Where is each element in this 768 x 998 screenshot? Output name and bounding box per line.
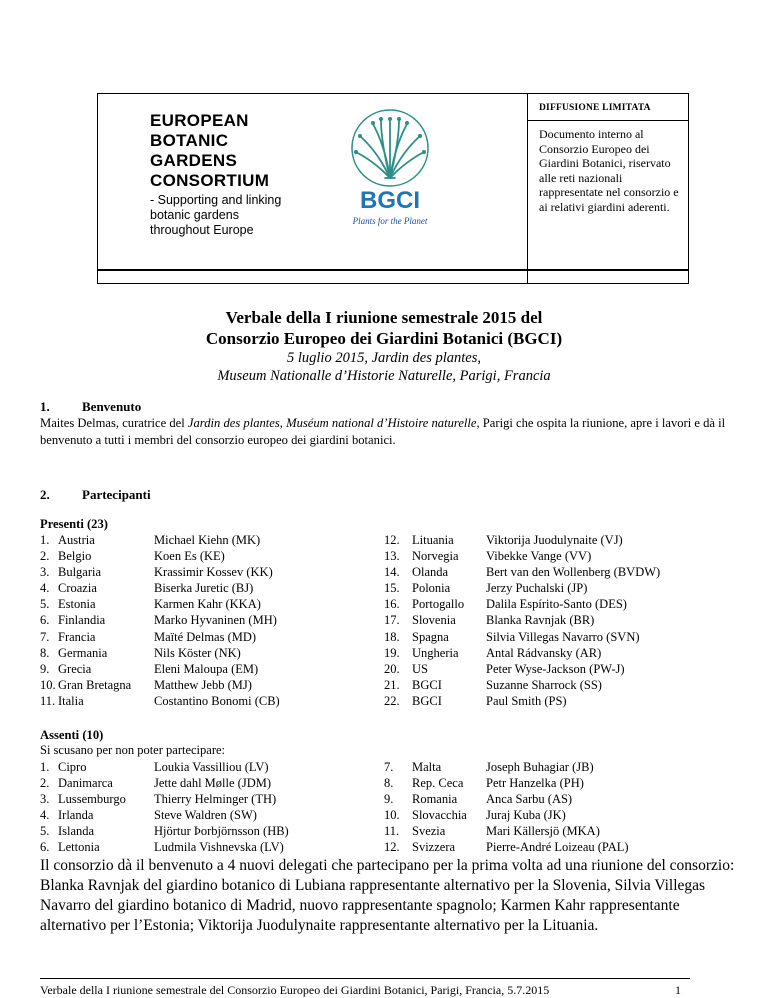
participant-name: Matthew Jebb (MJ): [154, 677, 252, 692]
participant-country: Francia: [58, 629, 96, 644]
participant-number: 14.: [384, 565, 400, 580]
participant-country: Olanda: [412, 565, 449, 580]
closing-paragraph: Il consorzio dà il benvenuto a 4 nuovi delegati che partecipano per la prima volta ad una riunione del consorzio: Blanka Ravnjak del giardino botanico di Lubiana rappresentante alternativo per la Slovenia, Silvia Villegas Navarro del giardino botanico di Madrid, nuovo rappresentante spagnolo; Karmen Kahr rappresentante alternativo per l’Estonia; Viktorija Juodulynaite rappresentante alternativo per la Lituania.: [40, 857, 735, 934]
participant-number: 16.: [384, 597, 400, 612]
participant-name: Paul Smith (PS): [486, 693, 567, 708]
participant-country: Danimarca: [58, 776, 113, 791]
participant-country: Svizzera: [412, 840, 456, 855]
participant-number: 11.: [40, 693, 56, 708]
participant-row: [384, 532, 660, 548]
participant-number: 6.: [40, 840, 50, 855]
participant-number: 1.: [40, 760, 50, 774]
participant-number: 11.: [384, 824, 400, 839]
participant-number: 18.: [384, 629, 400, 644]
participant-row: [384, 775, 629, 791]
participant-number: 3.: [40, 792, 50, 807]
participant-row: [40, 693, 280, 709]
participant-number: 15.: [384, 581, 400, 596]
consortium-tagline: - Supporting and linking botanic gardens throughout Europe: [150, 193, 282, 237]
participant-row: [40, 580, 280, 596]
present-heading: Presenti (23): [40, 517, 108, 531]
participant-row: [40, 759, 289, 775]
participant-number: 22.: [384, 693, 400, 708]
diffusion-divider: [527, 120, 688, 121]
participant-row: [40, 564, 280, 580]
participant-row: [384, 759, 629, 775]
participant-number: 12.: [384, 840, 400, 855]
participant-name: Biserka Juretic (BJ): [154, 581, 254, 596]
participant-row: [40, 612, 280, 628]
participant-row: [384, 661, 660, 677]
participant-number: 7.: [384, 760, 394, 774]
participant-name: Jette dahl Mølle (JDM): [154, 776, 271, 791]
participant-country: Estonia: [58, 597, 96, 612]
participant-number: 4.: [40, 808, 50, 823]
participant-row: [384, 645, 660, 661]
participant-number: 6.: [40, 613, 50, 628]
participant-name: Juraj Kuba (JK): [486, 808, 566, 823]
participant-name: Costantino Bonomi (CB): [154, 693, 280, 708]
participant-country: Ungheria: [412, 645, 459, 660]
participant-name: Suzanne Sharrock (SS): [486, 677, 602, 692]
participant-country: Cipro: [58, 760, 87, 774]
participant-country: Italia: [58, 693, 84, 708]
participant-number: 13.: [384, 549, 400, 564]
participant-row: [384, 612, 660, 628]
participant-row: [384, 693, 660, 709]
absent-list-right: [384, 759, 629, 856]
header-box: [97, 93, 689, 284]
header-divider: [527, 94, 528, 283]
participant-number: 8.: [40, 645, 50, 660]
participant-country: Slovacchia: [412, 808, 467, 823]
participant-number: 4.: [40, 581, 50, 596]
participant-country: Spagna: [412, 629, 449, 644]
participant-country: Belgio: [58, 549, 92, 564]
participant-country: Irlanda: [58, 808, 94, 823]
diffusion-text: Documento interno al Consorzio Europeo dei Giardini Botanici, riservato alle reti nazionali rappresentate nel consorzio e ai relativi giardini aderenti.: [539, 127, 679, 214]
participant-number: 12.: [384, 533, 400, 547]
participant-row: [384, 596, 660, 612]
participant-number: 10.: [40, 677, 56, 692]
participant-country: Germania: [58, 645, 108, 660]
participant-name: Bert van den Wollenberg (BVDW): [486, 565, 661, 580]
participant-name: Ludmila Vishnevska (LV): [154, 840, 284, 855]
participant-country: Lettonia: [58, 840, 100, 855]
participant-name: Peter Wyse-Jackson (PW-J): [486, 661, 625, 676]
participant-row: [40, 775, 289, 791]
consortium-name-line: GARDENS: [150, 151, 238, 170]
participant-country: Norvegia: [412, 549, 459, 564]
participant-name: Blanka Ravnjak (BR): [486, 613, 595, 628]
page-number: 1: [675, 983, 681, 997]
participant-country: Svezia: [412, 824, 446, 839]
participant-name: Eleni Maloupa (EM): [154, 661, 259, 676]
participant-country: Lussemburgo: [58, 792, 126, 807]
participant-name: Viktorija Juodulynaite (VJ): [486, 533, 623, 547]
participant-row: [40, 548, 280, 564]
title-venue-line: Museum Nationalle d’Historie Naturelle, Parigi, Francia: [217, 368, 551, 384]
section-paragraph-benvenuto: Maites Delmas, curatrice del Jardin des plantes, Muséum national d’Histoire naturelle, Parigi che ospita la riunione, apre i lavori e dà il benvenuto a tutti i membri del consorzio europeo dei giardini botanici.: [40, 416, 726, 447]
logo-text: BGCI: [360, 187, 420, 214]
participant-name: Dalila Espírito-Santo (DES): [486, 597, 627, 612]
participant-row: [40, 629, 280, 645]
participant-country: Bulgaria: [58, 565, 102, 580]
participant-number: 5.: [40, 597, 50, 612]
diffusion-title: DIFFUSIONE LIMITATA: [539, 103, 651, 113]
participant-country: US: [412, 661, 428, 676]
participant-row: [40, 823, 289, 839]
participant-name: Antal Rádvansky (AR): [486, 645, 602, 660]
participant-row: [384, 564, 660, 580]
participant-number: 9.: [384, 792, 394, 807]
section-heading-partecipanti: 2. Partecipanti: [40, 487, 151, 502]
participant-row: [40, 807, 289, 823]
title-line-1: Verbale della I riunione semestrale 2015 del: [225, 308, 543, 327]
participant-number: 17.: [384, 613, 400, 628]
consortium-name-line: CONSORTIUM: [150, 171, 270, 190]
participant-number: 1.: [40, 533, 50, 547]
participant-name: Mari Källersjö (MKA): [486, 824, 600, 839]
participant-row: [384, 677, 660, 693]
participant-name: Maïté Delmas (MD): [154, 629, 257, 644]
participant-number: 5.: [40, 824, 50, 839]
participant-row: [384, 791, 629, 807]
participant-country: Finlandia: [58, 613, 106, 628]
participant-country: Islanda: [58, 824, 95, 839]
participant-row: [384, 580, 660, 596]
participant-country: Romania: [412, 792, 458, 807]
participant-number: 8.: [384, 776, 394, 791]
participant-name: Joseph Buhagiar (JB): [486, 760, 594, 774]
present-list-right: [384, 532, 660, 709]
participant-name: Anca Sarbu (AS): [486, 792, 573, 807]
participant-row: [384, 823, 629, 839]
absent-heading: Assenti (10): [40, 728, 104, 742]
participant-row: [384, 839, 629, 855]
participant-row: [384, 548, 660, 564]
present-list-left: [40, 532, 280, 709]
participant-name: Thierry Helminger (TH): [154, 792, 277, 807]
participant-name: Loukia Vassilliou (LV): [154, 760, 269, 774]
title-date-line: 5 luglio 2015, Jardin des plantes,: [287, 350, 481, 366]
participant-name: Krassimir Kossev (KK): [154, 565, 273, 580]
participant-number: 2.: [40, 549, 50, 564]
document-title: [0, 307, 768, 385]
participant-name: Hjörtur Þorbjörnsson (HB): [154, 824, 289, 839]
participant-country: BGCI: [412, 677, 442, 692]
absent-intro: Si scusano per non poter partecipare:: [40, 743, 226, 757]
participant-number: 7.: [40, 629, 50, 644]
participant-name: Vibekke Vange (VV): [486, 549, 592, 564]
participant-row: [40, 839, 289, 855]
participant-country: Croazia: [58, 581, 97, 596]
participant-row: [40, 677, 280, 693]
absent-list-left: [40, 759, 289, 856]
consortium-name-line: BOTANIC: [150, 131, 229, 150]
participant-number: 3.: [40, 565, 50, 580]
participant-row: [384, 629, 660, 645]
participant-name: Jerzy Puchalski (JP): [486, 581, 588, 596]
logo-slogan: Plants for the Planet: [352, 216, 428, 226]
participant-country: Grecia: [58, 661, 92, 676]
participant-name: Koen Es (KE): [154, 549, 225, 564]
bgci-logo-icon: [345, 106, 435, 244]
participant-number: 19.: [384, 645, 400, 660]
participant-row: [40, 532, 280, 548]
participant-number: 9.: [40, 661, 50, 676]
participant-row: [40, 596, 280, 612]
participant-row: [384, 807, 629, 823]
participant-country: Rep. Ceca: [412, 776, 464, 791]
consortium-name-line: EUROPEAN: [150, 111, 249, 130]
participant-name: Pierre-André Loizeau (PAL): [486, 840, 629, 855]
participant-country: Austria: [58, 533, 95, 547]
participant-country: Gran Bretagna: [58, 677, 132, 692]
participant-number: 20.: [384, 661, 400, 676]
section-heading-benvenuto: 1. Benvenuto: [40, 399, 142, 414]
participant-country: Portogallo: [412, 597, 465, 612]
participant-country: Slovenia: [412, 613, 456, 628]
participant-name: Petr Hanzelka (PH): [486, 776, 584, 791]
participant-number: 10.: [384, 808, 400, 823]
participant-name: Silvia Villegas Navarro (SVN): [486, 629, 640, 644]
participant-country: Malta: [412, 760, 442, 774]
participant-name: Steve Waldren (SW): [154, 808, 257, 823]
header-rule: [97, 269, 689, 271]
footer-text: Verbale della I riunione semestrale del Consorzio Europeo dei Giardini Botanici, Parigi, Francia, 5.7.2015: [40, 983, 550, 997]
participant-number: 2.: [40, 776, 50, 791]
participant-name: Marko Hyvaninen (MH): [154, 613, 277, 628]
participant-name: Michael Kiehn (MK): [154, 533, 261, 547]
title-line-2: Consorzio Europeo dei Giardini Botanici (BGCI): [205, 329, 563, 348]
consortium-block: [150, 111, 300, 238]
participant-row: [40, 791, 289, 807]
participant-country: Lituania: [412, 533, 454, 547]
participant-country: BGCI: [412, 693, 442, 708]
participant-row: [40, 645, 280, 661]
participant-country: Polonia: [412, 581, 451, 596]
participant-number: 21.: [384, 677, 400, 692]
participant-name: Nils Köster (NK): [154, 645, 241, 660]
participant-row: [40, 661, 280, 677]
participant-name: Karmen Kahr (KKA): [154, 597, 261, 612]
footer-rule: [40, 978, 690, 979]
